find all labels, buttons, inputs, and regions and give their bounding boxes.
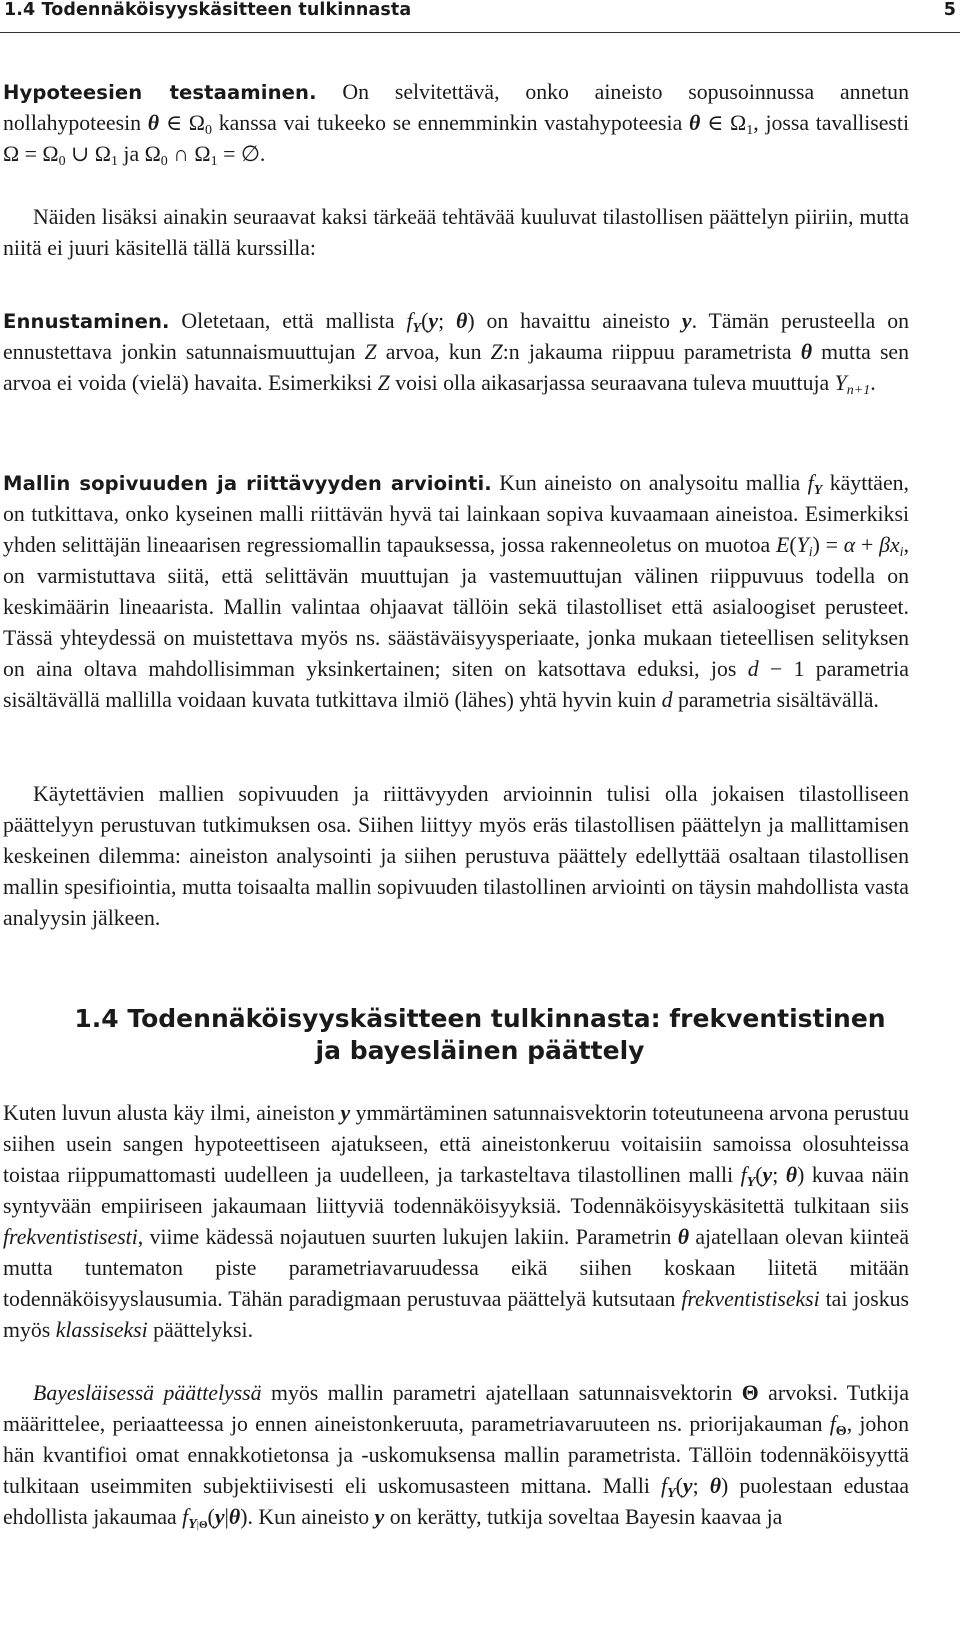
paragraph-intro: Näiden lisäksi ainakin seuraavat kaksi tärkeää tehtävää kuuluvat tilastollisen päättelyn piiriin, mutta niitä ei juuri käsitellä tällä kurssilla: bbox=[3, 205, 909, 260]
emphasis-text: klassiseksi bbox=[55, 1318, 148, 1342]
emphasis-text: Bayesläisessä päättelyssä bbox=[33, 1381, 262, 1405]
text-run: :n jakauma riippuu parametrista bbox=[502, 340, 801, 364]
math-text: = ∅. bbox=[217, 142, 266, 166]
math-d: d bbox=[747, 657, 759, 681]
text-run: , johon hän kvantifioi omat ennakkotietonsa ja -uskomuksensa mallin parametrista. Tällöin todennäköisyyttä tulkitaan useimmiten subjektiivisesti eli uskomusasteen mittana. Malli bbox=[3, 1412, 909, 1498]
math-d: d bbox=[661, 688, 673, 712]
text-run: kuvaa näin syntyvään empiiriseen jakaumaan liittyviä todennäköisyyksiä. Todennäköisyyskäsitettä tulkitaan siis bbox=[3, 1163, 909, 1218]
math-beta: β bbox=[879, 533, 890, 557]
text-run: päättelyksi. bbox=[147, 1318, 254, 1342]
text-run: parametria sisältävällä. bbox=[672, 688, 879, 712]
math-subscript: 1 bbox=[110, 154, 118, 169]
text-run: On selvitettävä, onko aineisto sopusoinnussa annetun nollahypoteesin bbox=[3, 80, 909, 135]
text-run: mutta sen arvoa ei voida (vielä) havaita. Esimerkiksi bbox=[3, 340, 909, 395]
math-f: f bbox=[406, 309, 413, 333]
math-text: ; bbox=[692, 1474, 710, 1498]
emphasis-text: frekventistiseksi bbox=[681, 1287, 820, 1311]
math-text: ( bbox=[207, 1505, 215, 1529]
section-title bbox=[0, 1003, 960, 1067]
math-subscript: 1 bbox=[746, 123, 754, 138]
paragraph-lead: Hypoteesien testaaminen. bbox=[3, 81, 317, 104]
text-run: arvoa, kun bbox=[376, 340, 491, 364]
text-run: ymmärtäminen satunnaisvektorin toteutuneena arvona perustuu siihen usein sangen hypoteettiseen ajatukseen, että aineistonkeruu voitaisiin samoissa olosuhteissa toistaa riippumattomasti uudelleen ja uudelleen, ja tarkasteltava tilastollinen malli bbox=[3, 1101, 910, 1187]
paragraph-model-evaluation: Käytettävien mallien sopivuuden ja riittävyyden arvioinnin tulisi olla jokaisen tilastolliseen päättelyyn perustuvan tutkimuksen osa. Siihen liittyy myös eräs tilastollisen päättelyn ja mallittamisen keskeinen dilemma: aineiston analysointi ja siihen perustuva päättely edellyttää osaltaan tilastollisen mallin spesifiointia, mutta toisaalta mallin sopivuuden tilastollinen arviointi on täysin mahdollista vasta analyysin jälkeen. bbox=[3, 782, 909, 930]
math-text: ) bbox=[797, 1163, 805, 1187]
math-text: ( bbox=[789, 533, 797, 557]
math-bar: | bbox=[196, 1519, 199, 1531]
math-subscript: 0 bbox=[58, 154, 66, 169]
math-Z: Z bbox=[364, 340, 377, 364]
math-Y: Y bbox=[188, 1517, 197, 1532]
math-text: ) bbox=[240, 1505, 248, 1529]
math-x: x bbox=[889, 533, 900, 557]
math-alpha: α bbox=[843, 533, 856, 557]
text-run: kanssa vai tukeeko se ennemminkin vastahypoteesia bbox=[211, 111, 690, 135]
math-Y: Y bbox=[834, 371, 847, 395]
section-title-line-1: 1.4 Todennäköisyyskäsitteen tulkinnasta: frekventistinen bbox=[74, 1004, 886, 1033]
math-subscript: Y bbox=[667, 1486, 676, 1501]
math-text: ∪ Ω bbox=[65, 142, 111, 166]
math-y: y bbox=[762, 1163, 773, 1187]
math-theta: θ bbox=[689, 111, 701, 135]
text-run: tai joskus myös bbox=[3, 1287, 909, 1342]
math-subscript: i bbox=[808, 545, 813, 560]
text-run: voisi olla aikasarjassa seuraavana tuleva muuttuja bbox=[389, 371, 835, 395]
math-bar: | bbox=[224, 1505, 229, 1529]
math-theta: θ bbox=[800, 340, 813, 364]
text-run: Kun aineisto on analysoitu mallia bbox=[491, 471, 808, 495]
text-run: , jossa tavallisesti Ω = Ω bbox=[3, 111, 910, 166]
text-run: parametria sisältävällä mallilla voidaan kuvata tutkittava ilmiö (lähes) yhtä hyvin kuin bbox=[3, 657, 909, 712]
math-theta: θ bbox=[456, 309, 468, 333]
emphasis-text: frekventistisesti bbox=[3, 1225, 138, 1249]
math-Y: Y bbox=[796, 533, 809, 557]
paragraph-prediction bbox=[3, 306, 909, 399]
math-text: ∈ Ω bbox=[159, 111, 205, 135]
header-rule bbox=[0, 32, 960, 33]
text-run: arvoksi. Tutkija määrittelee, periaatteessa jo ennen aineistonkeruuta, parametriavaruuteen ns. priorijakauman bbox=[3, 1381, 909, 1436]
math-y: y bbox=[214, 1505, 225, 1529]
math-Theta: Θ bbox=[741, 1381, 759, 1405]
math-subscript: i bbox=[899, 545, 904, 560]
math-subscript: 0 bbox=[204, 123, 212, 138]
text-run: ja Ω bbox=[117, 142, 161, 166]
section-title-line-2: ja bayesläinen päättely bbox=[315, 1036, 645, 1065]
text-run: , viime kädessä nojautuen suurten lukujen lakiin. Parametrin bbox=[137, 1225, 678, 1249]
math-theta: θ bbox=[228, 1505, 241, 1529]
math-theta: θ bbox=[785, 1163, 798, 1187]
text-run: Kuten luvun alusta käy ilmi, aineiston bbox=[3, 1101, 341, 1125]
math-theta: θ bbox=[709, 1474, 722, 1498]
paragraph-bayesian bbox=[3, 1378, 909, 1533]
math-text: ( bbox=[755, 1163, 763, 1187]
paragraph-lead: Ennustaminen. bbox=[3, 310, 170, 333]
math-text: ; bbox=[772, 1163, 786, 1187]
text-run: . Kun aineisto bbox=[247, 1505, 375, 1529]
math-subscript: Θ bbox=[835, 1424, 847, 1439]
paragraph-model-adequacy bbox=[3, 468, 909, 716]
math-f: f bbox=[740, 1163, 747, 1187]
math-subscript: Y bbox=[412, 321, 422, 336]
math-f: f bbox=[829, 1412, 836, 1436]
text-run: puolestaan edustaa ehdollista jakaumaa bbox=[3, 1474, 909, 1529]
text-run: on kerätty, tutkija soveltaa Bayesin kaavaa ja bbox=[384, 1505, 783, 1529]
page-number: 5 bbox=[943, 0, 956, 20]
math-Theta: Θ bbox=[198, 1519, 208, 1531]
math-y: y bbox=[681, 309, 692, 333]
running-header bbox=[4, 0, 956, 26]
math-f: f bbox=[182, 1505, 189, 1529]
paragraph-frequentist bbox=[3, 1098, 909, 1346]
math-theta: θ bbox=[677, 1225, 690, 1249]
math-text: ; bbox=[438, 309, 456, 333]
math-text: ) bbox=[721, 1474, 729, 1498]
paragraph-hypothesis-testing bbox=[3, 77, 909, 170]
math-f: f bbox=[807, 471, 814, 495]
math-text: ( bbox=[421, 309, 429, 333]
math-subscript: Y bbox=[746, 1175, 756, 1190]
paragraph-lead: Mallin sopivuuden ja riittävyyden arviointi. bbox=[3, 472, 492, 495]
math-f: f bbox=[661, 1474, 668, 1498]
text-run: Oletetaan, että mallista bbox=[169, 309, 407, 333]
math-text: ( bbox=[675, 1474, 683, 1498]
text-run: on havaittu aineisto bbox=[474, 309, 682, 333]
running-title: 1.4 Todennäköisyyskäsitteen tulkinnasta bbox=[4, 0, 412, 20]
math-text: + bbox=[855, 533, 880, 557]
math-subscript: 1 bbox=[210, 154, 218, 169]
math-subscript bbox=[188, 1517, 207, 1532]
math-E: E bbox=[776, 533, 790, 557]
math-Z: Z bbox=[377, 371, 390, 395]
math-y: y bbox=[682, 1474, 693, 1498]
math-text: ) bbox=[467, 309, 475, 333]
text-run: . Tämän perusteella on ennustettava jonkin satunnaismuuttujan bbox=[3, 309, 909, 364]
math-subscript: 0 bbox=[160, 154, 168, 169]
math-text: − 1 bbox=[758, 657, 805, 681]
math-text: ∈ Ω bbox=[700, 111, 747, 135]
text-run: käyttäen, on tutkittava, onko kyseinen malli riittävän hyvä tai lainkaan sopiva kuvaamaan aineistoa. Esimerkiksi yhden selittäjän lineaarisen regressiomallin tapauksessa, jossa rakenneoletus on muotoa bbox=[3, 471, 909, 557]
math-subscript: Y bbox=[813, 483, 823, 498]
text-run: myös mallin parametri ajatellaan satunnaisvektorin bbox=[261, 1381, 742, 1405]
text-run: ajatellaan olevan kiinteä mutta tuntematon piste parametriavaruudessa eikä siihen koskaan liitetä mitään todennäköisyyslausumia. Tähän paradigmaan perustuvaa päättelyä kutsutaan bbox=[3, 1225, 909, 1311]
text-run: , on varmistuttava siitä, että selittävän muuttujan ja vastemuuttujan välinen riippuvuus todella on keskimäärin lineaarista. Mallin valintaa ohjaavat tällöin sekä tilastolliset että asialoogiset perusteet. Tässä yhteydessä on muistettava myös ns. säästäväisyysperiaate, jonka mukaan tieteellisen selityksen on aina oltava mahdollisimman yksinkertainen; siten on katsottava eduksi, jos bbox=[3, 533, 910, 681]
math-Z: Z bbox=[490, 340, 503, 364]
math-text: ) = bbox=[812, 533, 844, 557]
math-text: ∩ Ω bbox=[167, 142, 211, 166]
math-theta: θ bbox=[147, 111, 160, 135]
math-y: y bbox=[340, 1101, 351, 1125]
math-subscript: n+1 bbox=[846, 383, 871, 398]
math-y: y bbox=[374, 1505, 385, 1529]
text-run: . bbox=[870, 371, 876, 395]
math-y: y bbox=[428, 309, 439, 333]
